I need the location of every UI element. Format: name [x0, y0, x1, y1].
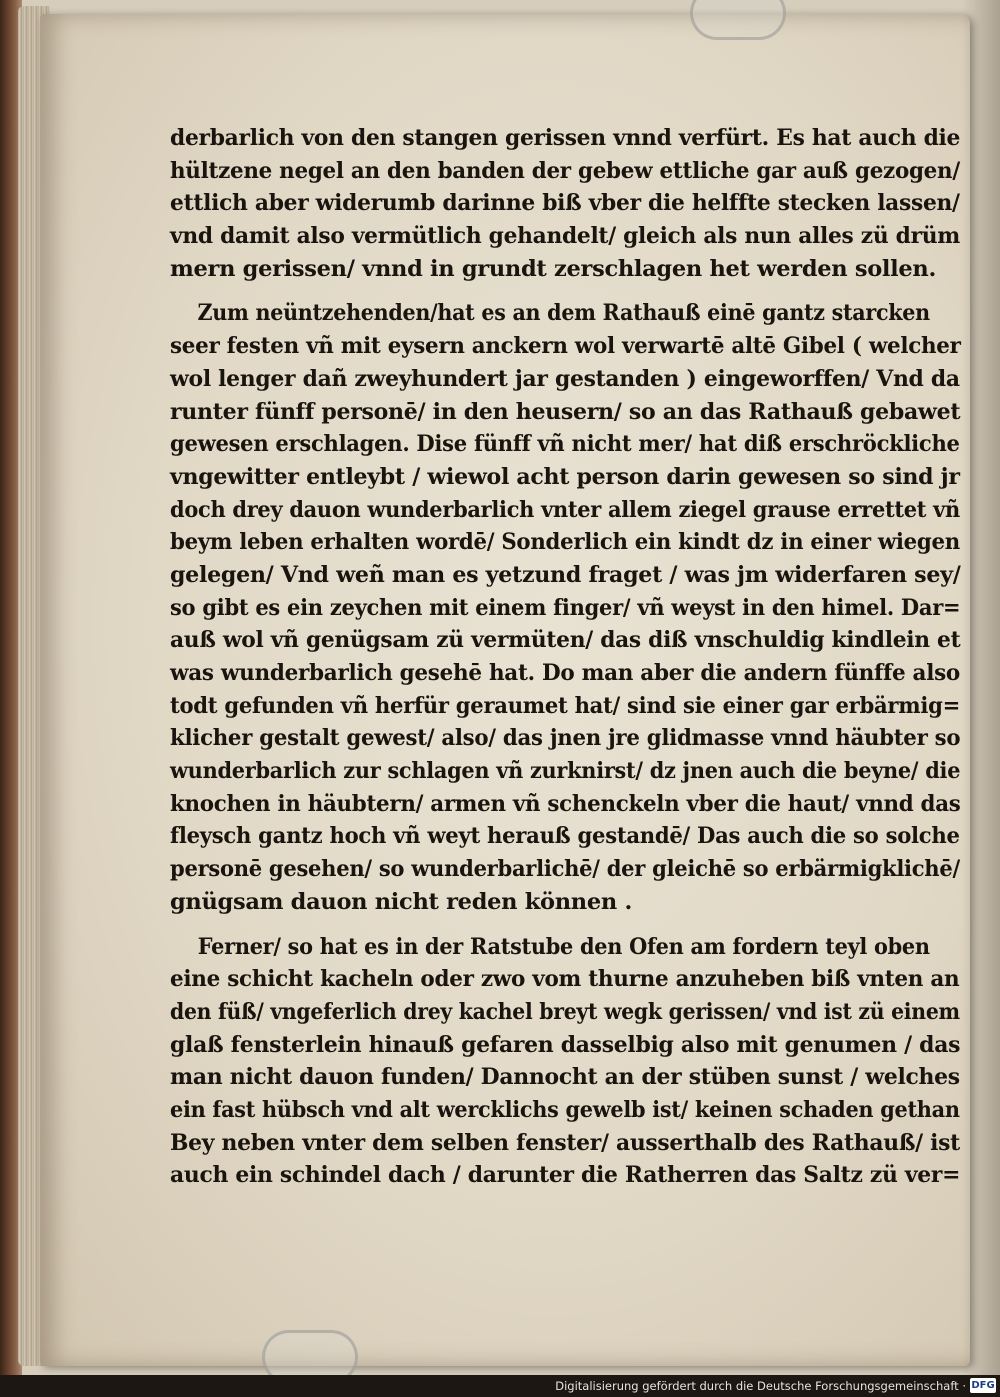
text-line: so gibt es ein zeychen mit einem finger/ vñ weyst in den himel. Dar=	[170, 594, 961, 621]
text-line: beym leben erhalten wordē/ Sonderlich ein kindt dz in einer wiegen	[170, 529, 960, 556]
text-line: hültzene negel an den banden der gebew ettliche gar auß gezogen/	[170, 157, 960, 184]
text-line: mern gerissen/ vnnd in grundt zerschlagen het werden sollen.	[170, 255, 937, 282]
text-line: gelegen/ Vnd weñ man es yetzund fraget / was jm widerfaren sey/	[170, 561, 961, 588]
digitization-footer	[0, 1375, 1000, 1397]
text-line: ein fast hübsch vnd alt wercklichs gewelb ist/ keinen schaden gethan	[170, 1096, 960, 1123]
page-shadow	[962, 0, 1000, 1375]
text-line: Bey neben vnter dem selben fenster/ ausserthalb des Rathauß/ ist	[170, 1129, 960, 1156]
text-line: vnd damit also vermütlich gehandelt/ gleich als nun alles zü drüm	[170, 223, 961, 250]
text-line: knochen in häubtern/ armen vñ schenckeln vber die haut/ vnnd das	[170, 790, 961, 817]
text-line: man nicht dauon funden/ Dannocht an der stüben sunst / welches	[170, 1064, 960, 1091]
text-line: gnügsam dauon nicht reden können .	[170, 888, 632, 915]
text-line: wol lenger dañ zweyhundert jar gestanden ) eingeworffen/ Vnd da	[170, 365, 960, 392]
text-line: Ferner/ so hat es in der Ratstube den Ofen am fordern teyl oben	[197, 933, 930, 960]
text-line: glaß fensterlein hinauß gefaren dasselbig also mit genumen / das	[170, 1031, 961, 1058]
text-line: ettlich aber widerumb darinne biß vber die helffte stecken lassen/	[170, 190, 960, 217]
text-line: doch drey dauon wunderbarlich vnter allem ziegel grause errettet vñ	[170, 496, 960, 523]
text-line: den füß/ vngeferlich drey kachel breyt wegk gerissen/ vnd ist zü einem	[170, 998, 960, 1025]
text-line: fleysch gantz hoch vñ weyt herauß gestandē/ Das auch die so solche	[170, 823, 960, 850]
text-line: klicher gestalt gewest/ also/ das jnen jre glidmasse vnnd häubter so	[170, 725, 961, 752]
text-line: vngewitter entleybt / wiewol acht person darin gewesen so sind jr	[170, 463, 960, 490]
footer-credit: Digitalisierung gefördert durch die Deutsche Forschungsgemeinschaft ·	[555, 1379, 966, 1393]
text-line: wunderbarlich zur schlagen vñ zurknirst/ dz jnen auch die beyne/ die	[170, 758, 961, 785]
text-line: derbarlich von den stangen gerissen vnnd verfürt. Es hat auch die	[170, 125, 961, 151]
text-line: personē gesehen/ so wunderbarlichē/ der gleichē so erbärmigklichē/	[170, 856, 960, 883]
blackletter-text-block	[170, 122, 960, 1192]
text-line: Zum neüntzehenden/hat es an dem Rathauß einē gantz starcken	[197, 300, 930, 327]
text-line: auch ein schindel dach / darunter die Ratherren das Saltz zü ver=	[170, 1162, 961, 1189]
page-clip-bottom	[262, 1330, 358, 1375]
text-line: gewesen erschlagen. Dise fünff vñ nicht mer/ hat diß erschröckliche	[170, 431, 960, 458]
paragraph-gap	[170, 285, 960, 297]
page-clip-top	[690, 0, 786, 40]
paragraph-gap	[170, 919, 960, 931]
text-line: auß wol vñ genügsam zü vermüten/ das diß vnschuldig kindlein et	[170, 627, 961, 654]
text-line: seer festen vñ mit eysern anckern wol verwartē altē Gibel ( welcher	[170, 333, 961, 360]
dfg-logo: DFG	[971, 1380, 995, 1391]
text-line: todt gefunden vñ herfür geraumet hat/ sind sie einer gar erbärmig=	[170, 692, 961, 719]
text-line: was wunderbarlich gesehē hat. Do man aber die andern fünffe also	[170, 660, 960, 686]
text-line: runter fünff personē/ in den heusern/ so an das Rathauß gebawet	[170, 398, 961, 425]
text-line: eine schicht kacheln oder zwo vom thurne anzuheben biß vnten an	[170, 966, 960, 993]
